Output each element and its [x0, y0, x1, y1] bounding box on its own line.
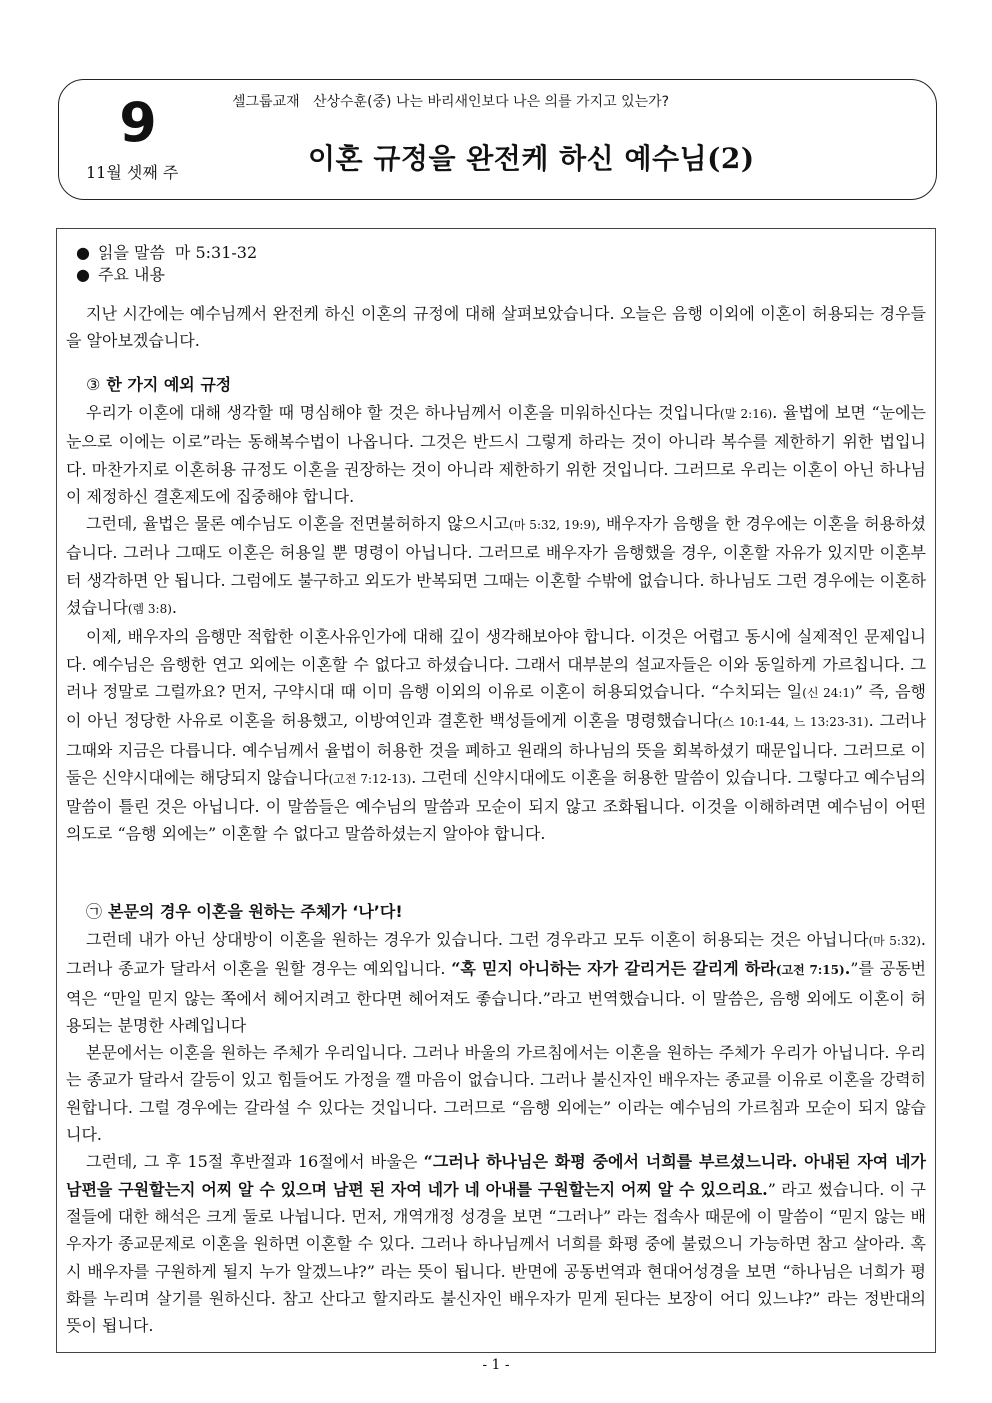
section-heading-subject [86, 900, 403, 924]
paragraph: 그런데, 그 후 15절 후반절과 16절에서 바울은 “그러나 하나님은 화평 중에서 너희를 부르셨느니라. 아내된 자여 네가 남편을 구원할는지 어찌 알 수 있으며 남편 된 자여 네가 네 아내를 구원할는지 어찌 알 수 있으리요.” 라고 썼습니다. 이 구절들에 대한 해석은 크게 둘로 나뉩니다. 먼저, 개역개정 성경을 보면 “그러나” 라는 접속사 때문에 이 말씀이 “믿지 않는 배우자가 종교문제로 이혼을 원하면 이혼할 수 있다. 그러나 하나님께서 너희를 화평 중에 불렀으니 가능하면 참고 살아라. 혹시 배우자를 구원하게 될지 누가 알겠느냐?” 라는 뜻이 됩니다. 반면에 공동번역과 현대어성경을 보면 “하나님은 너희가 평화를 누리며 살기를 원하신다. 참고 산다고 할지라도 불신자인 배우자가 믿게 된다는 보장이 어디 있느냐?” 라는 정반대의 뜻이 됩니다. [66, 1152, 927, 1336]
bullet-icon: ● [76, 265, 90, 284]
scripture-reference: (마 5:32, 19:9) [509, 518, 596, 533]
paragraph: 본문에서는 이혼을 원하는 주체가 우리입니다. 그러나 바울의 가르침에서는 이혼을 원하는 주체가 우리가 아닙니다. 우리는 종교가 달라서 갈등이 있고 힘들어도 가정을 깰 마음이 없습니다. 그러나 불신자인 배우자는 종교를 이유로 이혼을 강력히 원합니다. 그럴 경우에는 갈라설 수 있다는 것입니다. 그러므로 “음행 외에는” 이라는 예수님의 가르침과 모순이 되지 않습니다. [66, 1043, 926, 1145]
section-subject-body [66, 926, 926, 1339]
section-title: 한 가지 예외 규정 [106, 375, 232, 394]
scripture-reference: (말 2:16) [719, 407, 773, 421]
content-row [76, 263, 165, 287]
scripture-reference: (고전 7:15) [775, 963, 845, 978]
paragraph: 그런데 내가 아닌 상대방이 이혼을 원하는 경우가 있습니다. 그런 경우라고 모두 이혼이 허용되는 것은 아닙니다(마 5:32). 그러나 종교가 달라서 이혼을 원할 경우는 예외입니다. “혹 믿지 아니하는 자가 갈리거든 갈리게 하라(고전 7:15).”를 공동번역은 “만일 믿지 않는 쪽에서 헤어지려고 한다면 헤어져도 좋습니다.”라고 번역했습니다. 이 말씀은, 음행 외에도 이혼이 허용되는 분명한 사례입니다 [66, 930, 927, 1035]
scripture-reference: (마 5:32) [868, 934, 921, 948]
intro-text: 지난 시간에는 예수님께서 완전케 하신 이혼의 규정에 대해 살펴보았습니다. 오늘은 음행 이외에 이혼이 허용되는 경우들을 알아보겠습니다. [66, 304, 926, 351]
paragraph: 그런데, 율법은 물론 예수님도 이혼을 전면불허하지 않으시고(마 5:32, 19:9), 배우자가 음행을 한 경우에는 이혼을 허용하셨습니다. 그러나 그때도 이혼은 허용일 뿐 명령이 아닙니다. 그러므로 배우자가 음행했을 경우, 이혼할 자유가 있지만 이혼부터 생각하면 안 됩니다. 그럼에도 불구하고 외도가 반복되면 그때는 이혼할 수밖에 없습니다. 하나님도 그런 경우에는 이혼하셨습니다(렘 3:8). [66, 514, 926, 618]
section-heading-exception [86, 373, 231, 397]
reading-label: 읽을 말씀 [98, 243, 165, 262]
reading-reference: 마 5:31-32 [174, 243, 258, 262]
section-title: 본문의 경우 이혼을 원하는 주체가 ‘나’다! [108, 902, 403, 921]
series-title: 셀그룹교재 산상수훈(중) 나는 바리새인보다 나은 의를 가지고 있는가? [232, 94, 670, 110]
lesson-number: 9 [119, 91, 157, 154]
paragraph: 우리가 이혼에 대해 생각할 때 명심해야 할 것은 하나님께서 이혼을 미워하신다는 것입니다(말 2:16). 율법에 보면 “눈에는 눈으로 이에는 이로”라는 동해복수법이 나옵니다. 그것은 반드시 그렇게 하라는 것이 아니라 복수를 제한하기 위한 법입니다. 마찬가지로 이혼허용 규정도 이혼을 권장하는 것이 아니라 제한하기 위한 것입니다. 그러므로 우리는 이혼이 아닌 하나님이 제정하신 결혼제도에 집중해야 합니다. [66, 403, 927, 506]
scripture-reference: (신 24:1) [802, 685, 855, 700]
section-marker: ㉠ [86, 902, 103, 921]
section-marker: ③ [86, 375, 101, 394]
content-label: 주요 내용 [98, 265, 165, 284]
reading-row [76, 241, 257, 265]
bullet-icon: ● [76, 243, 90, 262]
intro-paragraph [66, 300, 926, 355]
section-exception-body [66, 399, 926, 848]
paragraph: 이제, 배우자의 음행만 적합한 이혼사유인가에 대해 깊이 생각해보아야 합니다. 이것은 어렵고 동시에 실제적인 문제입니다. 예수님은 음행한 연고 외에는 이혼할 수 없다고 하셨습니다. 그래서 대부분의 설교자들은 이와 동일하게 가르칩니다. 그러나 정말로 그럴까요? 먼저, 구약시대 때 이미 음행 이외의 이유로 이혼이 허용되었습니다. “수치되는 일(신 24:1)” 즉, 음행이 아닌 정당한 사유로 이혼을 허용했고, 이방여인과 결혼한 백성들에게 이혼을 명령했습니다(스 10:1-44, 느 13:23-31). 그러나 그때와 지금은 다릅니다. 예수님께서 율법이 허용한 것을 폐하고 원래의 하나님의 뜻을 회복하셨기 때문입니다. 그러므로 이 둘은 신약시대에는 해당되지 않습니다(고전 7:12-13). 그런데 신약시대에도 이혼을 허용한 말씀이 있습니다. 그렇다고 예수님의 말씀이 틀린 것은 아닙니다. 이 말씀들은 예수님의 말씀과 모순이 되지 않고 조화됩니다. 이것을 이해하려면 예수님이 어떤 의도로 “음행 외에는” 이혼할 수 없다고 말씀하셨는지 알아야 합니다. [66, 627, 927, 844]
lesson-week: 11월 셋째 주 [86, 163, 179, 182]
scripture-reference: (고전 7:12-13) [328, 771, 412, 786]
scripture-reference: (스 10:1-44, 느 13:23-31) [717, 715, 869, 730]
page-number: - 1 - [482, 1357, 510, 1373]
lesson-title: 이혼 규정을 완전케 하신 예수님(2) [308, 142, 755, 175]
scripture-reference: (렘 3:8) [127, 602, 172, 617]
